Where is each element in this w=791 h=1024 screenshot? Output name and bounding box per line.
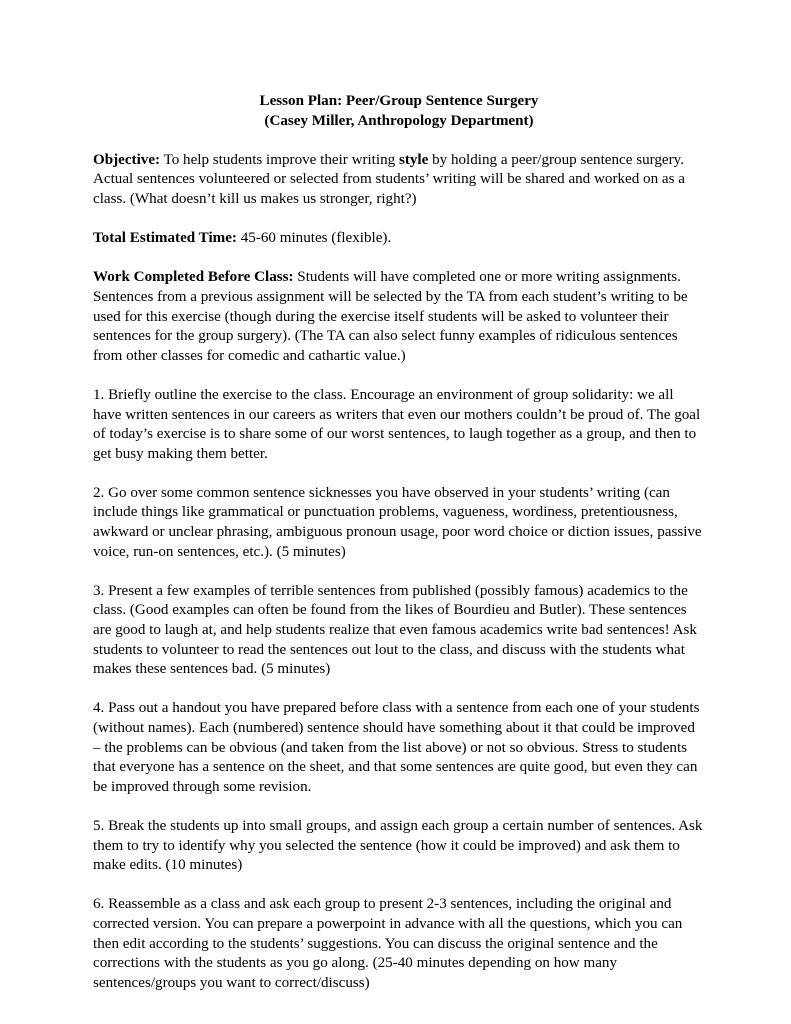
page-title: Lesson Plan: Peer/Group Sentence Surgery: [259, 93, 539, 109]
step-2: 2. Go over some common sentence sicknesses you have observed in your students’ writing (can include things like grammatical or punctuation problems, vagueness, wordiness, pretentiousness, awkward or unclear phrasing, ambiguous pronoun usage, poor word choice or diction issues, passive voice, run-on sentences, etc.). (5 minutes): [93, 484, 702, 560]
document-page: [93, 92, 705, 993]
objective-text-after: by holding a peer/group sentence surgery. Actual sentences volunteered or selected from students’ writing will be shared and worked on as a class. (What doesn’t kill us makes us stronger, right?): [93, 151, 685, 207]
total-time-text: 45-60 minutes (flexible).: [236, 230, 392, 247]
before-class-text: Students will have completed one or more writing assignments. Sentences from a previous assignment will be selected by the TA from each student’s writing to be used for this exercise (though during the exercise itself students will be asked to volunteer their sentences for the group surgery). (The TA can also select funny examples of ridiculous sentences from other classes for comedic and cathartic value.): [93, 269, 688, 364]
total-time-paragraph: [93, 229, 705, 249]
step-3: 3. Present a few examples of terrible sentences from published (possibly famous) academics to the class. (Good examples can often be found from the likes of Bourdieu and Butler). These sentences are good to laugh at, and help students realize that even famous academics write bad sentences! Ask students to volunteer to read the sentences out lout to the class, and discuss with the students what makes these sentences bad. (5 minutes): [93, 582, 697, 678]
objective-text-before: To help students improve their writing: [160, 151, 399, 168]
author-line: (Casey Miller, Anthropology Department): [264, 112, 534, 129]
step-4: 4. Pass out a handout you have prepared before class with a sentence from each one of your students (without names). Each (numbered) sentence should have something about it that could be improved – the problems can be obvious (and taken from the list above) or not so obvious. Stress to students that everyone has a sentence on the sheet, and that some sentences are quite good, but even they can be improved through some revision.: [93, 700, 700, 795]
document-header: [93, 92, 705, 131]
objective-paragraph: [93, 151, 705, 210]
step-5: 5. Break the students up into small groups, and assign each group a certain number of sentences. Ask them to try to identify why you selected the sentence (how it could be improved) and ask them to make edits. (10 minutes): [93, 817, 703, 874]
step-1: 1. Briefly outline the exercise to the class. Encourage an environment of group solidarity: we all have written sentences in our careers as writers that even our mothers couldn’t be proud of. The goal of today’s exercise is to share some of our worst sentences, to laugh together as a group, and then to get busy making them better.: [93, 386, 701, 462]
step-6: 6. Reassemble as a class and ask each group to present 2-3 sentences, including the original and corrected version. You can prepare a powerpoint in advance with all the questions, which you can then edit according to the students’ suggestions. You can discuss the original sentence and the corrections with the students as you go along. (25-40 minutes depending on how many sentences/groups you want to correct/discuss): [93, 896, 683, 991]
before-class-paragraph: [93, 268, 705, 366]
total-time-label: Total Estimated Time:: [93, 230, 237, 247]
before-class-label: Work Completed Before Class:: [93, 269, 294, 286]
objective-emphasis: style: [398, 151, 429, 168]
objective-label: Objective:: [93, 151, 161, 168]
